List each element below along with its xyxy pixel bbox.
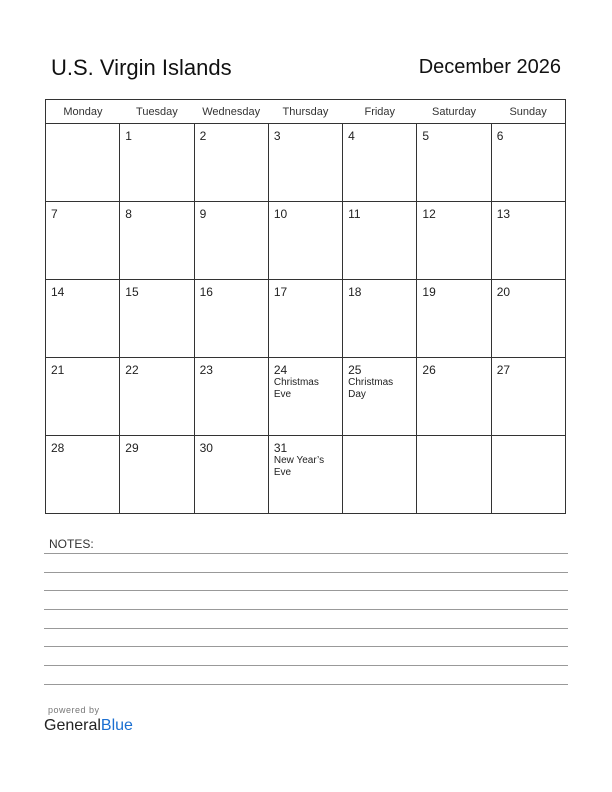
day-number: 4 — [348, 129, 355, 143]
day-cell — [46, 280, 120, 358]
day-number: 26 — [422, 363, 436, 377]
day-number: 28 — [51, 441, 65, 455]
day-cell — [120, 436, 194, 514]
weekday-header-row — [46, 100, 566, 124]
holiday-label: New Year’s Eve — [273, 455, 325, 478]
day-cell — [417, 436, 491, 514]
day-cell — [46, 202, 120, 280]
day-cell — [268, 124, 342, 202]
day-cell — [343, 280, 417, 358]
notes-label: NOTES: — [49, 537, 94, 551]
weekday-thursday: Thursday — [268, 100, 342, 124]
day-number: 16 — [199, 285, 213, 299]
day-number: 15 — [125, 285, 139, 299]
note-line — [44, 646, 568, 647]
day-cell — [194, 280, 268, 358]
day-cell — [491, 280, 565, 358]
holiday-label: Christmas Day — [348, 377, 394, 400]
day-number: 24 — [273, 363, 288, 377]
day-number: 6 — [496, 129, 504, 143]
day-number: 17 — [273, 285, 288, 299]
day-cell — [120, 358, 194, 436]
calendar-title: U.S. Virgin Islands — [51, 55, 232, 80]
weekday-saturday: Saturday — [417, 100, 491, 124]
day-cell — [194, 358, 268, 436]
day-number: 25 — [348, 363, 362, 377]
day-number: 22 — [125, 363, 139, 377]
day-cell — [46, 358, 120, 436]
brand-general: General — [44, 717, 101, 734]
day-cell — [343, 358, 417, 436]
weekday-wednesday: Wednesday — [194, 100, 268, 124]
day-cell — [120, 202, 194, 280]
note-line — [44, 684, 568, 685]
day-number: 23 — [199, 363, 213, 377]
note-line — [44, 553, 568, 554]
day-cell — [491, 436, 565, 514]
day-number: 2 — [199, 129, 207, 143]
note-line — [44, 572, 568, 573]
week-row — [46, 124, 566, 202]
day-number: 8 — [125, 207, 132, 221]
day-cell — [120, 124, 194, 202]
day-cell — [120, 280, 194, 358]
note-line — [44, 628, 568, 629]
day-cell — [46, 124, 120, 202]
day-number: 27 — [496, 363, 511, 377]
weekday-monday: Monday — [46, 100, 120, 124]
day-number: 1 — [125, 129, 132, 143]
day-cell — [343, 202, 417, 280]
day-number: 21 — [51, 363, 65, 377]
day-cell — [491, 358, 565, 436]
day-cell — [417, 358, 491, 436]
week-row — [46, 280, 566, 358]
week-row — [46, 436, 566, 514]
week-row — [46, 202, 566, 280]
day-number: 3 — [273, 129, 281, 143]
day-number: 9 — [199, 207, 207, 221]
weekday-tuesday: Tuesday — [120, 100, 194, 124]
brand-logo — [44, 717, 133, 735]
weekday-sunday: Sunday — [491, 100, 565, 124]
day-cell — [268, 436, 342, 514]
day-number: 12 — [422, 207, 436, 221]
calendar-grid — [45, 99, 566, 514]
day-cell — [417, 202, 491, 280]
note-line — [44, 665, 568, 666]
day-cell — [343, 436, 417, 514]
day-number: 13 — [496, 207, 511, 221]
month-year: December 2026 — [418, 56, 561, 78]
day-number: 14 — [51, 285, 65, 299]
day-cell — [268, 202, 342, 280]
day-number: 20 — [496, 285, 511, 299]
day-number: 30 — [199, 441, 213, 455]
day-cell — [417, 124, 491, 202]
brand-blue: Blue — [100, 717, 133, 734]
day-cell — [417, 280, 491, 358]
day-number: 31 — [273, 441, 288, 455]
holiday-label: Christmas Eve — [273, 377, 319, 400]
day-number: 5 — [422, 129, 430, 143]
note-line — [44, 590, 568, 591]
day-number: 18 — [348, 285, 362, 299]
day-cell — [194, 436, 268, 514]
day-number: 11 — [348, 207, 361, 221]
day-cell — [491, 202, 565, 280]
note-line — [44, 609, 568, 610]
day-cell — [268, 358, 342, 436]
day-number: 7 — [51, 207, 58, 221]
day-cell — [194, 124, 268, 202]
weekday-friday: Friday — [343, 100, 417, 124]
day-cell — [194, 202, 268, 280]
week-row — [46, 358, 566, 436]
day-number: 10 — [273, 207, 288, 221]
day-cell — [343, 124, 417, 202]
day-cell — [491, 124, 565, 202]
day-cell — [46, 436, 120, 514]
powered-by-text: powered by — [48, 705, 100, 715]
day-number: 19 — [422, 285, 436, 299]
day-cell — [268, 280, 342, 358]
day-number: 29 — [125, 441, 139, 455]
